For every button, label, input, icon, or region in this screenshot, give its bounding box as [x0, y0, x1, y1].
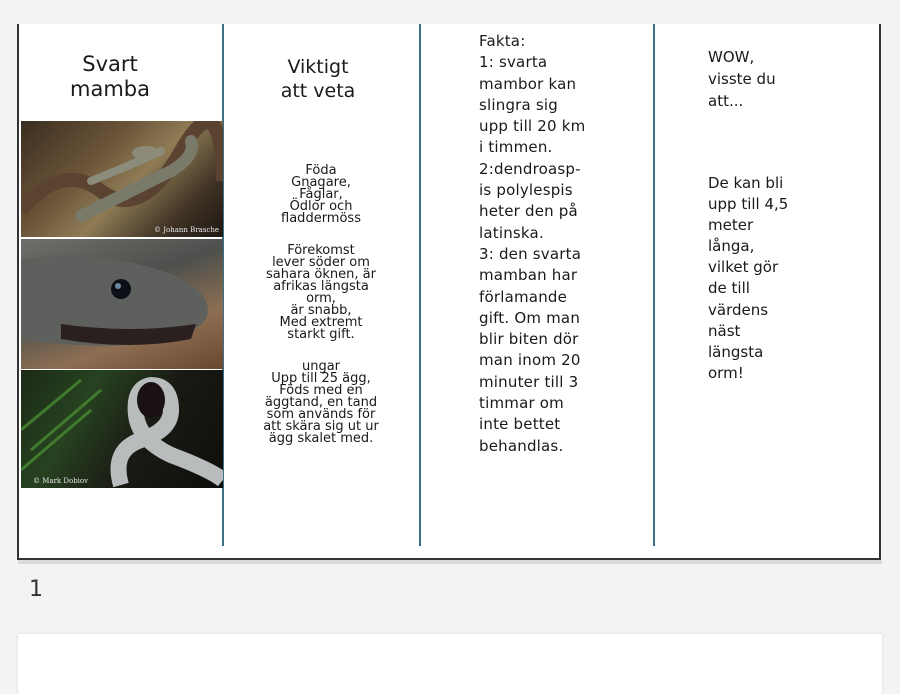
slide-page-1[interactable]: [17, 24, 881, 560]
snake-on-branch-image: [21, 121, 223, 237]
page-number: 1: [29, 577, 43, 602]
snake-open-mouth-photo: [21, 370, 223, 488]
column3-facts: Fakta: 1: svarta mambor kan slingra sig upp till 20 km i timmen. 2:dendroasp- is polylespis heter den på latinska. 3: den svarta mamban har förlamande gift. Om man blir biten dör man inom 20 minuter till 3 timmar om inte bettet behandlas.: [479, 32, 586, 455]
photo-credit: © Johann Brasche: [154, 226, 219, 234]
slide-shadow: [18, 560, 882, 564]
column2-body: Föda Gnagare, Fåglar, Ödlor och fladdermöss Förekomst lever söder om sahara öknen, är afrikas längsta orm, är snabb, Med extremt starkt gift. ungar Upp till 25 ägg, Föds med en äggtand, en tand som används för att skära sig ut ur ägg skalet med.: [263, 163, 379, 446]
column4-body: De kan bli upp till 4,5 meter långa, vilket gör de till värdens näst längsta orm!: [708, 174, 789, 382]
column-divider: [653, 24, 655, 546]
snake-on-branch-photo: [21, 121, 223, 237]
column-divider: [419, 24, 421, 546]
snake-head-closeup-photo: [21, 239, 223, 369]
top-toolbar-strip: [0, 0, 900, 24]
next-slide-page[interactable]: [18, 634, 882, 694]
snake-open-mouth-image: [21, 370, 223, 488]
column1-title: Svart mamba: [70, 52, 150, 101]
photo-credit: © Mark Dobiov: [33, 477, 89, 485]
column2-title: Viktigt att veta: [280, 56, 356, 102]
column4-heading: WOW, visste du att...: [708, 48, 776, 110]
snake-head-image: [21, 239, 223, 369]
